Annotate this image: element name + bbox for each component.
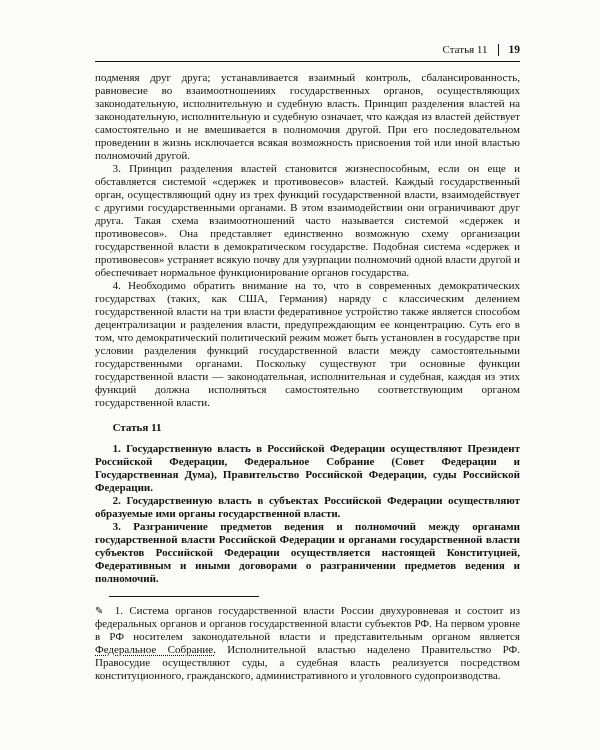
page-header: [95, 44, 520, 61]
article-heading: Статья 11: [112, 422, 162, 434]
article-clause: 2. Государственную власть в субъектах Российской Федерации осуществляют образуемые ими органы государственной власти.: [95, 495, 520, 520]
commentary-divider: [109, 596, 259, 597]
page-content: [95, 72, 520, 683]
running-title: Статья 11: [442, 44, 488, 56]
commentary-marker-icon: ✎: [95, 606, 104, 617]
article-clause: 1. Государственную власть в Российской Федерации осуществляют Президент Российской Федерации, Федеральное Собрание (Совет Федерации и Государственная Дума), Правительство Российской Федерации, суды Российской Федерации.: [95, 443, 520, 494]
header-rule: [95, 61, 520, 62]
article-clause: 3. Разграничение предметов ведения и полномочий между органами государственной власти Российской Федерации и органами государственной власти субъектов Российской Федерации осуществляется настоящей Конституцией, Федеративным и иными договорами о разграничении предметов ведения и полномочий.: [95, 521, 520, 585]
body-paragraph-continuation: подменяя друг друга; устанавливается взаимный контроль, сбалансированность, равновесие во взаимоотношениях государственных органов, осуществляющих законодательную, исполнительную и судебную власть. Принцип разделения властей на законодательную, исполнительную и судебную означает, что каждая из властей действует самостоятельно и не вмешивается в полномочия другой. При его последовательном проведении в жизнь исключается всякая возможность присвоения той или иной властью полномочий другой.: [95, 72, 520, 162]
commentary-paragraph: [95, 605, 520, 683]
page-number: 19: [508, 44, 520, 56]
commentary-text-rest: Исполнительной властью наделено Правительство РФ. Правосудие осуществляют суды, а судебная власть реализуется посредством конституционного, гражданского, административного и уголовного судопроизводства.: [95, 644, 520, 682]
body-paragraph: 4. Необходимо обратить внимание на то, что в современных демократических государствах (таких, как США, Германия) наряду с классическим делением государственной власти на три власти федеративное устройство также является способом децентрализации и разделения власти, предупреждающим ее концентрацию. Суть его в том, что демократический политический режим может быть установлен в государстве при условии разделения функций государственной власти между самостоятельными государственными органами. Поскольку существуют три основные функции государственной власти — законодательная, исполнительная и судебная, каждая из этих функций должна исполняться самостоятельно соответствующим органом государственной власти.: [95, 280, 520, 409]
commentary-underlined-term: Федеральное Собрание.: [95, 644, 216, 656]
body-paragraph: 3. Принцип разделения властей становится жизнеспособным, если он еще и обставляется системой «сдержек и противовесов» властей. Каждый государственный орган, осуществляющий одну из трех функций государственной власти, взаимодействует с другими государственными органами. В этом взаимодействии они ограничивают друг друга. Такая схема взаимоотношений часто называется системой «сдержек и противовесов». Она представляет единственно возможную схему организации государственной власти в демократическом государстве. Подобная система «сдержек и противовесов» устраняет всякую почву для узурпации полномочий одной власти другой и обеспечивает нормальное функционирование органов государства.: [95, 163, 520, 279]
commentary-text-intro: 1. Система органов государственной власти России двухуровневая и состоит из федеральных органов и органов государственной власти субъектов РФ. На первом уровне в РФ носителем законодательной власти и представительным органом является: [95, 605, 521, 643]
header-separator: [498, 44, 499, 56]
